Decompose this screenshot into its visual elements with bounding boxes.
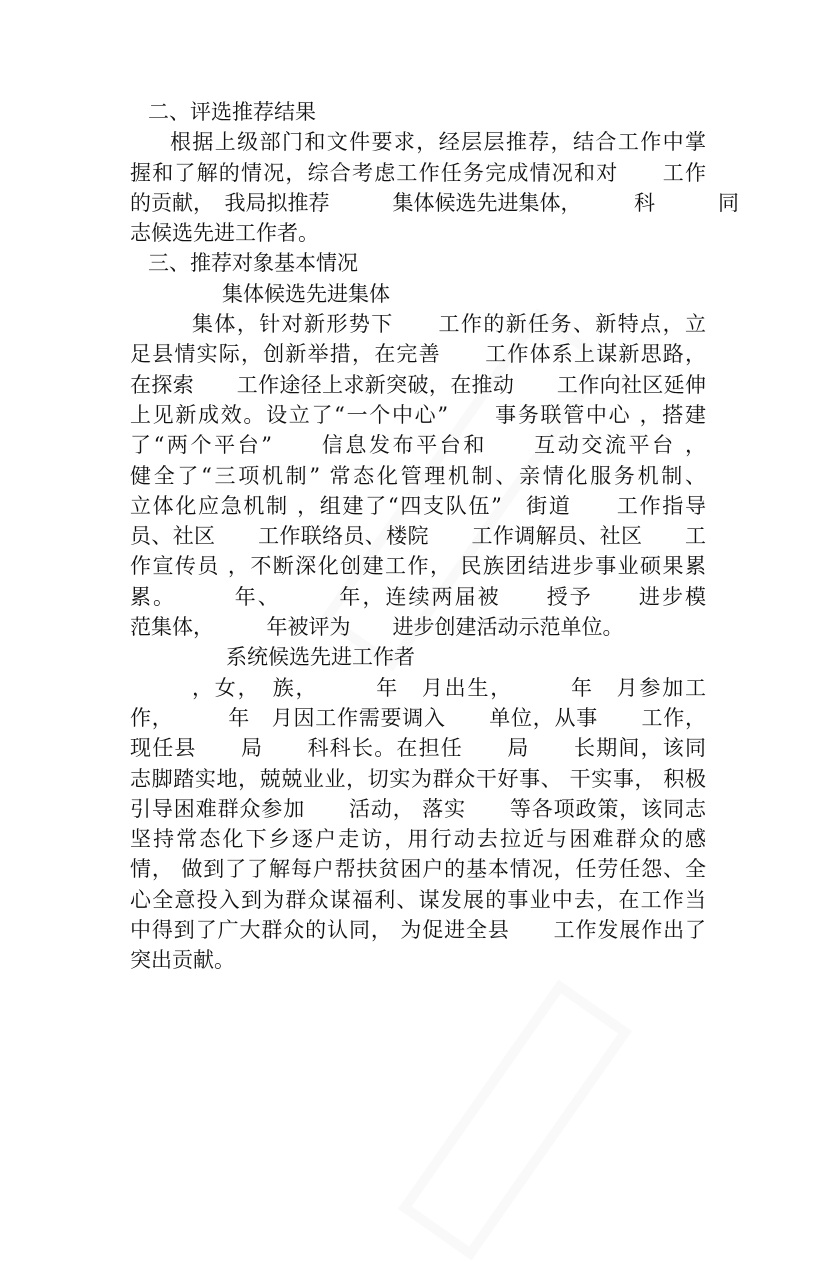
paragraph-line: 集体，针对新形势下 工作的新任务、新特点，立 <box>192 312 706 337</box>
paragraph-line: 的贡献， 我局拟推荐 集体候选先进集体， 科 同 <box>130 190 739 215</box>
paragraph-line: 心全意投入到为群众谋福利、谋发展的事业中去，在工作当 <box>130 887 706 912</box>
paragraph-line: 立体化应急机制 ，组建了“四支队伍” 街道 工作指导 <box>130 493 706 518</box>
document-page <box>130 97 739 976</box>
watermark <box>398 980 632 1261</box>
paragraph-line: 志脚踏实地，兢兢业业，切实为群众干好事、 干实事， 积极 <box>130 766 706 791</box>
paragraph-line: 中得到了广大群众的认同， 为促进全县 工作发展作出了 <box>130 918 706 943</box>
subsection-title: 系统候选先进工作者 <box>226 645 415 670</box>
paragraph-line: 范集体， 年被评为 进步创建活动示范单位。 <box>130 615 624 640</box>
paragraph-line: 健全了“三项机制” 常态化管理机制、亲情化服务机制、 <box>130 463 706 488</box>
paragraph-line: 志候选先进工作者。 <box>130 221 319 246</box>
section-heading: 二、评选推荐结果 <box>148 100 316 124</box>
paragraph-line: 作宣传员 ，不断深化创建工作， 民族团结进步事业硕果累 <box>130 554 706 579</box>
paragraph-line: 坚持常态化下乡逐户走访，用行动去拉近与困难群众的感 <box>130 827 706 852</box>
paragraph-line: 引导困难群众参加 活动， 落实 等各项政策，该同志 <box>130 796 706 821</box>
paragraph-line: 根据上级部门和文件要求，经层层推荐，结合工作中掌 <box>170 130 706 155</box>
paragraph-line: 累。 年、 年，连续两届被 授予 进步模 <box>130 584 706 609</box>
paragraph-line: 突出贡献。 <box>130 948 235 973</box>
paragraph-line: 情， 做到了了解每户帮扶贫困户的基本情况，任劳任怨、全 <box>130 857 706 882</box>
subsection-title: 集体候选先进集体 <box>222 281 390 306</box>
paragraph-line: 了“两个平台” 信息发布平台和 互动交流平台 ， <box>130 433 706 458</box>
paragraph-line: 在探索 工作途径上求新突破，在推动 工作向社区延伸 <box>130 372 706 397</box>
section-heading: 三、推荐对象基本情况 <box>148 251 358 276</box>
paragraph-line: 现任县 局 科科长。在担任 局 长期间，该同 <box>130 736 706 761</box>
paragraph-line: 握和了解的情况，综合考虑工作任务完成情况和对 工作 <box>130 160 706 185</box>
paragraph-line: 上见新成效。设立了“一个中心” 事务联管中心 ，搭建 <box>130 402 706 427</box>
paragraph-line: 员、社区 工作联络员、楼院 工作调解员、社区 工 <box>130 524 706 549</box>
paragraph-line: 足县情实际，创新举措，在完善 工作体系上谋新思路， <box>130 342 706 367</box>
paragraph-line: 作， 年 月因工作需要调入 单位，从事 工作， <box>130 705 706 730</box>
paragraph-line: ，女， 族， 年 月出生， 年 月参加工 <box>192 675 706 700</box>
